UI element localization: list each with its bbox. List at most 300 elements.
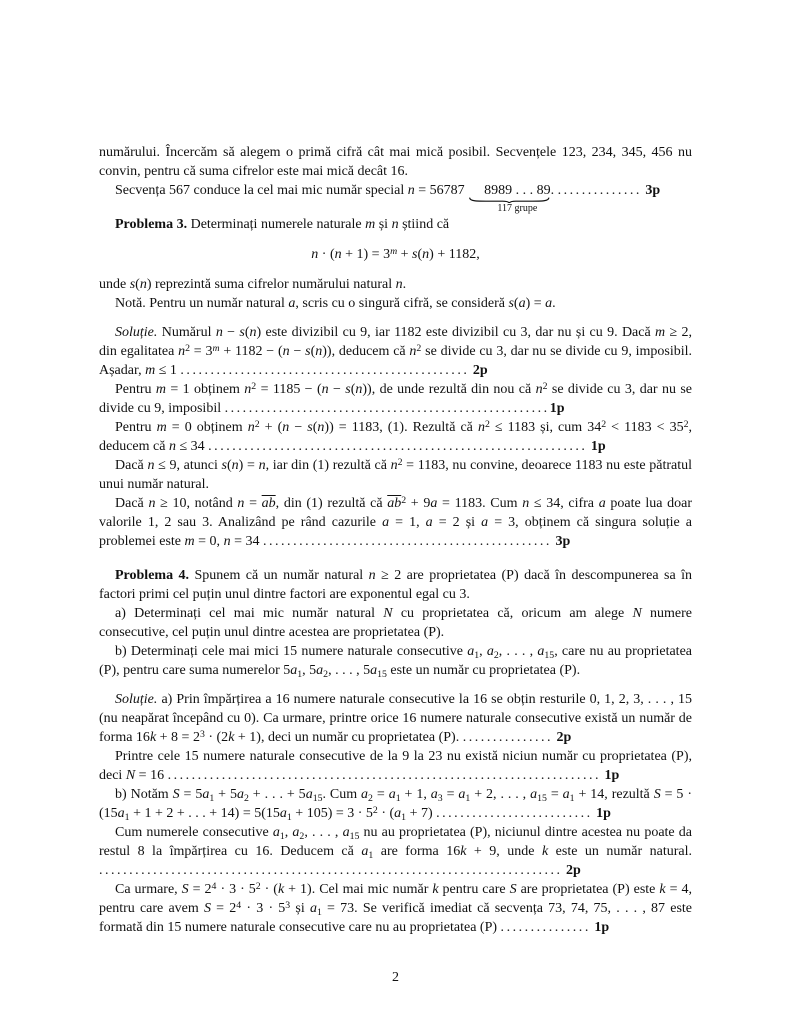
text-run: 2 (493, 649, 499, 661)
text-run: + 1182 − ( (219, 344, 283, 359)
text-run: . (552, 296, 556, 311)
text-run: Pentru (115, 420, 157, 435)
text-run: este un număr cu proprietatea (P). (386, 663, 581, 678)
points-badge: 1p (592, 806, 611, 821)
text-run: n (390, 458, 398, 473)
text-run: 2 (397, 456, 403, 468)
text-run: 2 (323, 668, 329, 680)
text-run: 4 (211, 880, 217, 892)
text-run: a (598, 496, 606, 511)
text-run: = 73. Se verifică imediat că secvența 73, 74, 75, . . . , 87 este formată din 15 numere naturale consecutive care nu au proprietatea (P) (99, 901, 692, 935)
text-run: Numărul (157, 325, 216, 340)
text-run: = 1, (389, 515, 426, 530)
text-run: ( (417, 247, 423, 262)
text-run: + 9, unde (466, 844, 542, 859)
text-run: , din (1) rezultă că (275, 496, 388, 511)
text-run: 2 (254, 418, 260, 430)
paragraph-1 (99, 181, 692, 214)
paragraph-8 (99, 418, 692, 456)
text-run: = (244, 496, 262, 511)
text-run: 15 (312, 792, 323, 804)
text-run: = 34 (230, 534, 263, 549)
text-run: n (215, 325, 223, 340)
text-run: )), de unde rezultă din nou că (362, 382, 536, 397)
paragraph-13 (99, 642, 692, 680)
dotted-leader: .............. (557, 183, 642, 198)
text-run: − (289, 420, 308, 435)
text-run: 2 (401, 494, 407, 506)
text-run: m (212, 342, 220, 354)
text-run: ( (135, 277, 140, 292)
text-run: m (365, 217, 376, 232)
paragraph-2 (99, 215, 692, 234)
text-run: 3 (437, 792, 443, 804)
text-run: · ( (318, 247, 335, 262)
text-run: = 2 (188, 882, 212, 897)
text-run: k (541, 844, 549, 859)
text-run: a (481, 515, 489, 530)
points-badge: 2p (469, 363, 488, 378)
text-run: S (653, 787, 661, 802)
paragraph-10 (99, 494, 692, 551)
text-run: a (342, 825, 350, 840)
document-content (99, 143, 692, 937)
text-run: m (145, 363, 156, 378)
text-run: ≤ 1183 și, cum 34 (489, 420, 602, 435)
text-run: + 1). Cel mai mic număr (284, 882, 433, 897)
text-run: are proprietatea (P) este (516, 882, 660, 897)
text-run: 2 (542, 380, 548, 392)
text-run: = (546, 787, 563, 802)
text-run: Spunem că un număr natural (189, 568, 369, 583)
text-run: 1 (401, 811, 407, 823)
text-run: ≥ 10, notând (155, 496, 238, 511)
text-run: − (222, 325, 240, 340)
text-run: N (383, 606, 393, 621)
points-badge: 3p (551, 534, 571, 549)
text-run: ≤ 34, cifra (529, 496, 599, 511)
paragraph-4 (99, 275, 692, 294)
text-run: 3 (285, 899, 291, 911)
text-run: a (272, 825, 280, 840)
text-run: m (390, 245, 398, 257)
text-run: a (430, 496, 438, 511)
text-run: s (345, 382, 351, 397)
text-run: k (432, 882, 439, 897)
text-run: s (221, 458, 227, 473)
text-run: ≤ 34 (175, 439, 209, 454)
text-run: Dacă (115, 458, 148, 473)
text-run: 1 (395, 792, 401, 804)
text-run: k (460, 844, 467, 859)
text-run: 15 (377, 668, 387, 680)
text-run: n (522, 496, 530, 511)
dotted-leader: ............................................................... (208, 439, 588, 454)
text-run: ) = (525, 296, 546, 311)
text-run: . (402, 277, 407, 292)
text-run: n (237, 496, 245, 511)
text-run: ( (513, 296, 519, 311)
text-run: 1 (474, 649, 480, 661)
text-run: m (184, 534, 195, 549)
text-run: ) reprezintă suma cifrelor numărului natural (146, 277, 396, 292)
text-run: are forma 16 (373, 844, 461, 859)
points-badge: 2p (562, 863, 581, 878)
text-run: · 3 · 5 (241, 901, 286, 916)
text-run: + (397, 247, 413, 262)
text-run: a (305, 787, 313, 802)
text-run: a (458, 787, 466, 802)
text-run: 1 (124, 811, 130, 823)
text-run: = 0 obținem (166, 420, 248, 435)
text-run: ( (312, 420, 318, 435)
text-run: nu au proprietatea (P), niciunul dintre acestea nu poate da restul 8 la împărțirea cu 16. Deducem că (99, 825, 692, 859)
page-number: 2 (392, 970, 399, 985)
text-run: 4 (236, 899, 242, 911)
text-run: 1 (286, 811, 292, 823)
text-run: 2 (372, 804, 378, 816)
paragraph-9 (99, 456, 692, 494)
text-run: 1 (279, 830, 285, 842)
text-run: 15 (537, 792, 547, 804)
text-run: k (149, 730, 157, 745)
points-badge: 3p (641, 183, 661, 198)
text-run: n (355, 382, 363, 397)
text-run: a (361, 844, 369, 859)
text-run: s (307, 420, 313, 435)
text-run: a (316, 663, 324, 678)
text-run: = 5 · (15 (99, 787, 692, 821)
text-run: Notă. Pentru un număr natural (115, 296, 289, 311)
text-run: n (334, 247, 342, 262)
text-run: ( (310, 344, 316, 359)
text-run: Soluție. (115, 692, 158, 707)
text-run: Ca urmare, (115, 882, 182, 897)
text-run: numere consecutive, cel puțin unul dintre acestea are proprietatea (P). (99, 606, 693, 640)
text-run: a (292, 825, 300, 840)
text-run: s (412, 247, 418, 262)
text-run: n (368, 568, 376, 583)
text-run: + 5 (214, 787, 237, 802)
text-run: 1 (465, 792, 471, 804)
text-run: a (370, 663, 378, 678)
text-run: m (156, 420, 167, 435)
text-run: a) Determinați cel mai mic număr natural (115, 606, 384, 621)
text-run: s (129, 277, 136, 292)
text-run: m (655, 325, 666, 340)
text-run: n (258, 458, 266, 473)
text-run: a (486, 644, 494, 659)
text-run: n (139, 277, 147, 292)
text-run: + 9 (406, 496, 431, 511)
text-run: Printre cele 15 numere naturale consecutive de la 9 la 23 nu există niciun număr cu proprietatea (P), deci (99, 749, 692, 783)
text-run: n (477, 420, 485, 435)
text-run: N (125, 768, 136, 783)
text-run: Problema 3. (115, 217, 188, 232)
text-run: k (659, 882, 666, 897)
text-run: a (537, 644, 545, 659)
text-run: 15 (544, 649, 555, 661)
text-run: n (148, 496, 156, 511)
text-run: n (282, 344, 290, 359)
text-run: a (545, 296, 553, 311)
text-run: ) = (238, 458, 259, 473)
text-run: 2 (185, 342, 190, 354)
text-run: 2 (683, 418, 689, 430)
underbrace-group (468, 181, 551, 214)
text-run: ( (244, 325, 250, 340)
paragraph-17 (99, 823, 692, 880)
text-run: − (328, 382, 346, 397)
text-run: n (317, 420, 325, 435)
text-run: 1 (209, 792, 215, 804)
text-run: 1 (297, 668, 303, 680)
paragraph-7 (99, 380, 692, 418)
paragraph-16 (99, 785, 692, 823)
text-run: n (247, 420, 255, 435)
text-run: = 2 (210, 901, 237, 916)
text-run: ≤ 1 (155, 363, 181, 378)
text-run: a (562, 787, 570, 802)
text-run: , . . . , 5 (328, 663, 371, 678)
text-run: · 3 · 5 (216, 882, 256, 897)
text-run: 2 (368, 792, 373, 804)
paragraph-15 (99, 747, 692, 785)
text-run: n (407, 183, 415, 198)
text-run: a (361, 787, 369, 802)
text-run: , 5 (302, 663, 317, 678)
text-run: , iar din (1) rezultă că (265, 458, 391, 473)
text-run: n (321, 382, 329, 397)
text-run: = 2 și (432, 515, 482, 530)
text-run: $\overline{ab}$ (387, 496, 402, 511)
text-run: 1 (569, 792, 575, 804)
points-badge: 1p (601, 768, 620, 783)
text-run: + 1 + 2 + . . . + 14) = 5(15 (129, 806, 280, 821)
text-run: Soluție. (115, 325, 158, 340)
text-run: = 16 (135, 768, 168, 783)
text-run: ) este divizibil cu 9, iar 1182 este divizibil cu 3, dar nu și cu 9. Dacă (256, 325, 656, 340)
text-run: a (518, 296, 526, 311)
text-run: < 1183 < 35 (606, 420, 684, 435)
text-run: n (223, 534, 231, 549)
text-run: , scris cu o singură cifră, se consideră (295, 296, 509, 311)
text-run: și (375, 217, 392, 232)
text-run: )) = 1183, (1). Rezultă că (324, 420, 478, 435)
text-run: n (244, 382, 252, 397)
text-run: b) Notăm (115, 787, 173, 802)
text-run: numărului. Încercăm să alegem o primă cifră cât mai mică posibil. Secvențele 123, 234, 345, 456 nu convin, pentru că suma cifrelor este mai mică decât 16. (99, 145, 692, 179)
dotted-leader: ............... (500, 920, 591, 935)
text-run: S (181, 882, 189, 897)
text-run: a (388, 787, 396, 802)
text-run: = 1 obținem (166, 382, 245, 397)
text-run: = 3 (190, 344, 213, 359)
dotted-leader: ................................................ (180, 363, 470, 378)
text-run: Cum numerele consecutive (115, 825, 273, 840)
paragraph-14 (99, 690, 692, 747)
points-badge: 1p (590, 920, 610, 935)
text-run: a (430, 787, 438, 802)
text-run: a (288, 296, 296, 311)
points-badge: 1p (549, 401, 565, 416)
text-run: n (315, 344, 323, 359)
text-run: , deducem că (99, 420, 692, 454)
text-run: a (202, 787, 210, 802)
dotted-leader: ............... (462, 730, 554, 745)
text-run: ( (226, 458, 232, 473)
text-run: ( (350, 382, 356, 397)
text-run: · ( (260, 882, 278, 897)
text-run: se divide cu 3, dar nu se divide cu 9, imposibil. Așadar, (99, 344, 692, 378)
text-run: 1 (316, 906, 322, 918)
text-run: 15 (349, 830, 360, 842)
text-run: poate lua doar valorile 1, 2 sau 3. Analizând pe rând cazurile (99, 496, 693, 530)
text-run: Dacă (115, 496, 149, 511)
paragraph-18 (99, 880, 692, 937)
text-run: , care nu au proprietatea (P), pentru care suma numerelor 5 (99, 644, 693, 678)
text-run: , . . . , (304, 825, 343, 840)
text-run: n (395, 277, 403, 292)
text-run: = 5 (179, 787, 203, 802)
text-run: $\overline{ab}$ (261, 496, 276, 511)
text-run: 2 (255, 880, 261, 892)
text-run: = (372, 787, 389, 802)
text-run: n (282, 420, 290, 435)
paragraph-0 (99, 143, 692, 181)
text-run: se divide cu 3, dar nu se divide cu 9, imposibil (99, 382, 692, 416)
text-run: 1 (368, 849, 374, 861)
text-run: n (391, 217, 399, 232)
text-run: k (277, 882, 285, 897)
text-run: a (117, 806, 125, 821)
text-run: + 1) = 3 (341, 247, 391, 262)
text-run: a (309, 901, 317, 916)
points-badge: 2p (553, 730, 572, 745)
text-run: . (550, 183, 558, 198)
page-footer (99, 968, 692, 987)
text-run: a (279, 806, 287, 821)
dotted-leader: .......................... (436, 806, 593, 821)
text-run: + ( (259, 420, 283, 435)
text-run: cu proprietatea că, oricum am alege (392, 606, 633, 621)
text-run: a (394, 806, 402, 821)
text-run: + 7) (406, 806, 437, 821)
text-run: 2 (484, 418, 490, 430)
underbrace-text: 8989 . . . 89 (484, 183, 551, 198)
text-run: N (632, 606, 642, 621)
text-run: = 56787 (414, 183, 469, 198)
text-run: n (168, 439, 176, 454)
text-run: S (203, 901, 211, 916)
text-run: S (172, 787, 180, 802)
text-run: b) Determinați cele mai mici 15 numere naturale consecutive (115, 644, 468, 659)
text-run: · (2 (204, 730, 229, 745)
text-run: . Cum (322, 787, 362, 802)
text-run: 2 (299, 830, 305, 842)
text-run: + 8 = 2 (156, 730, 200, 745)
text-run: n (231, 458, 239, 473)
text-run: și (290, 901, 310, 916)
paragraph-3 (99, 245, 692, 264)
dotted-leader: ............................................................................. (99, 863, 563, 878)
text-run: a (425, 515, 433, 530)
text-run: )), deducem că (322, 344, 410, 359)
dotted-leader: ........................................................................ (167, 768, 602, 783)
text-run: ≤ 9, atunci (154, 458, 222, 473)
text-run: a (290, 663, 298, 678)
text-run: = 3, obținem că singura soluție a problemei este (99, 515, 693, 549)
text-run: n (409, 344, 417, 359)
text-run: = 4, pentru care avem (99, 882, 692, 916)
text-run: = 0, (194, 534, 224, 549)
text-run: − (289, 344, 306, 359)
text-run: n (249, 325, 257, 340)
text-run: unde (99, 277, 130, 292)
text-run: Pentru (115, 382, 156, 397)
text-run: , (479, 644, 487, 659)
text-run: Secvența 567 conduce la cel mai mic număr special (115, 183, 408, 198)
text-run: ≥ 2 are proprietatea (P) dacă în descompunerea sa în factori primi cel puțin unul dintre factori are exponentul egal cu 3. (99, 568, 692, 602)
text-run: s (305, 344, 311, 359)
text-run: n (178, 344, 186, 359)
text-run: 2 (243, 792, 249, 804)
text-run: pentru care (438, 882, 510, 897)
text-run: s (508, 296, 514, 311)
text-run: n (311, 247, 319, 262)
text-run: = 1183. Cum (437, 496, 523, 511)
text-run: 2 (601, 418, 607, 430)
text-run: , (284, 825, 293, 840)
text-run: k (228, 730, 235, 745)
text-run: 2 (416, 342, 422, 354)
text-run: ≥ 2, din egalitatea (99, 325, 693, 359)
text-run: 3 (199, 728, 205, 740)
text-run: + . . . + 5 (248, 787, 306, 802)
paragraph-5 (99, 294, 692, 313)
text-run: este un număr natural. (548, 844, 693, 859)
text-run: + 105) = 3 · 5 (291, 806, 373, 821)
paragraph-6 (99, 323, 692, 380)
text-run: S (509, 882, 517, 897)
text-run: ) + 1182, (429, 247, 480, 262)
text-run: Determinați numerele naturale (187, 217, 366, 232)
text-run: = 1185 − ( (256, 382, 322, 397)
text-run: n (147, 458, 155, 473)
dotted-leader: ...................................................... (224, 401, 550, 416)
text-run: n (422, 247, 430, 262)
paragraph-11 (99, 566, 692, 604)
text-run: Problema 4. (115, 568, 190, 583)
text-run: = 1183, nu convine, deoarece 1183 nu este pătratul unui număr natural. (99, 458, 692, 492)
text-run: a (382, 515, 390, 530)
text-run: = (442, 787, 459, 802)
text-run: a) Prin împărțirea a 16 numere naturale consecutive la 16 se obțin resturile 0, 1, 2, 3, . . . , 15 (nu neapărat începând cu 0). Ca urmare, printre orice 16 numere naturale consecutive există un număr de forma 16 (99, 692, 692, 745)
text-run: · ( (377, 806, 395, 821)
text-run: s (239, 325, 245, 340)
text-run: n (535, 382, 543, 397)
text-run: + 1), deci un număr cu proprietatea (P). (234, 730, 463, 745)
text-run: m (155, 382, 167, 397)
text-run: 2 (251, 380, 257, 392)
text-run: a (236, 787, 244, 802)
text-run: a (467, 644, 475, 659)
text-run: + 14, rezultă (574, 787, 654, 802)
dotted-leader: ................................................ (262, 534, 552, 549)
text-run: + 2, . . . , (470, 787, 531, 802)
points-badge: 1p (587, 439, 606, 454)
paragraph-12 (99, 604, 692, 642)
